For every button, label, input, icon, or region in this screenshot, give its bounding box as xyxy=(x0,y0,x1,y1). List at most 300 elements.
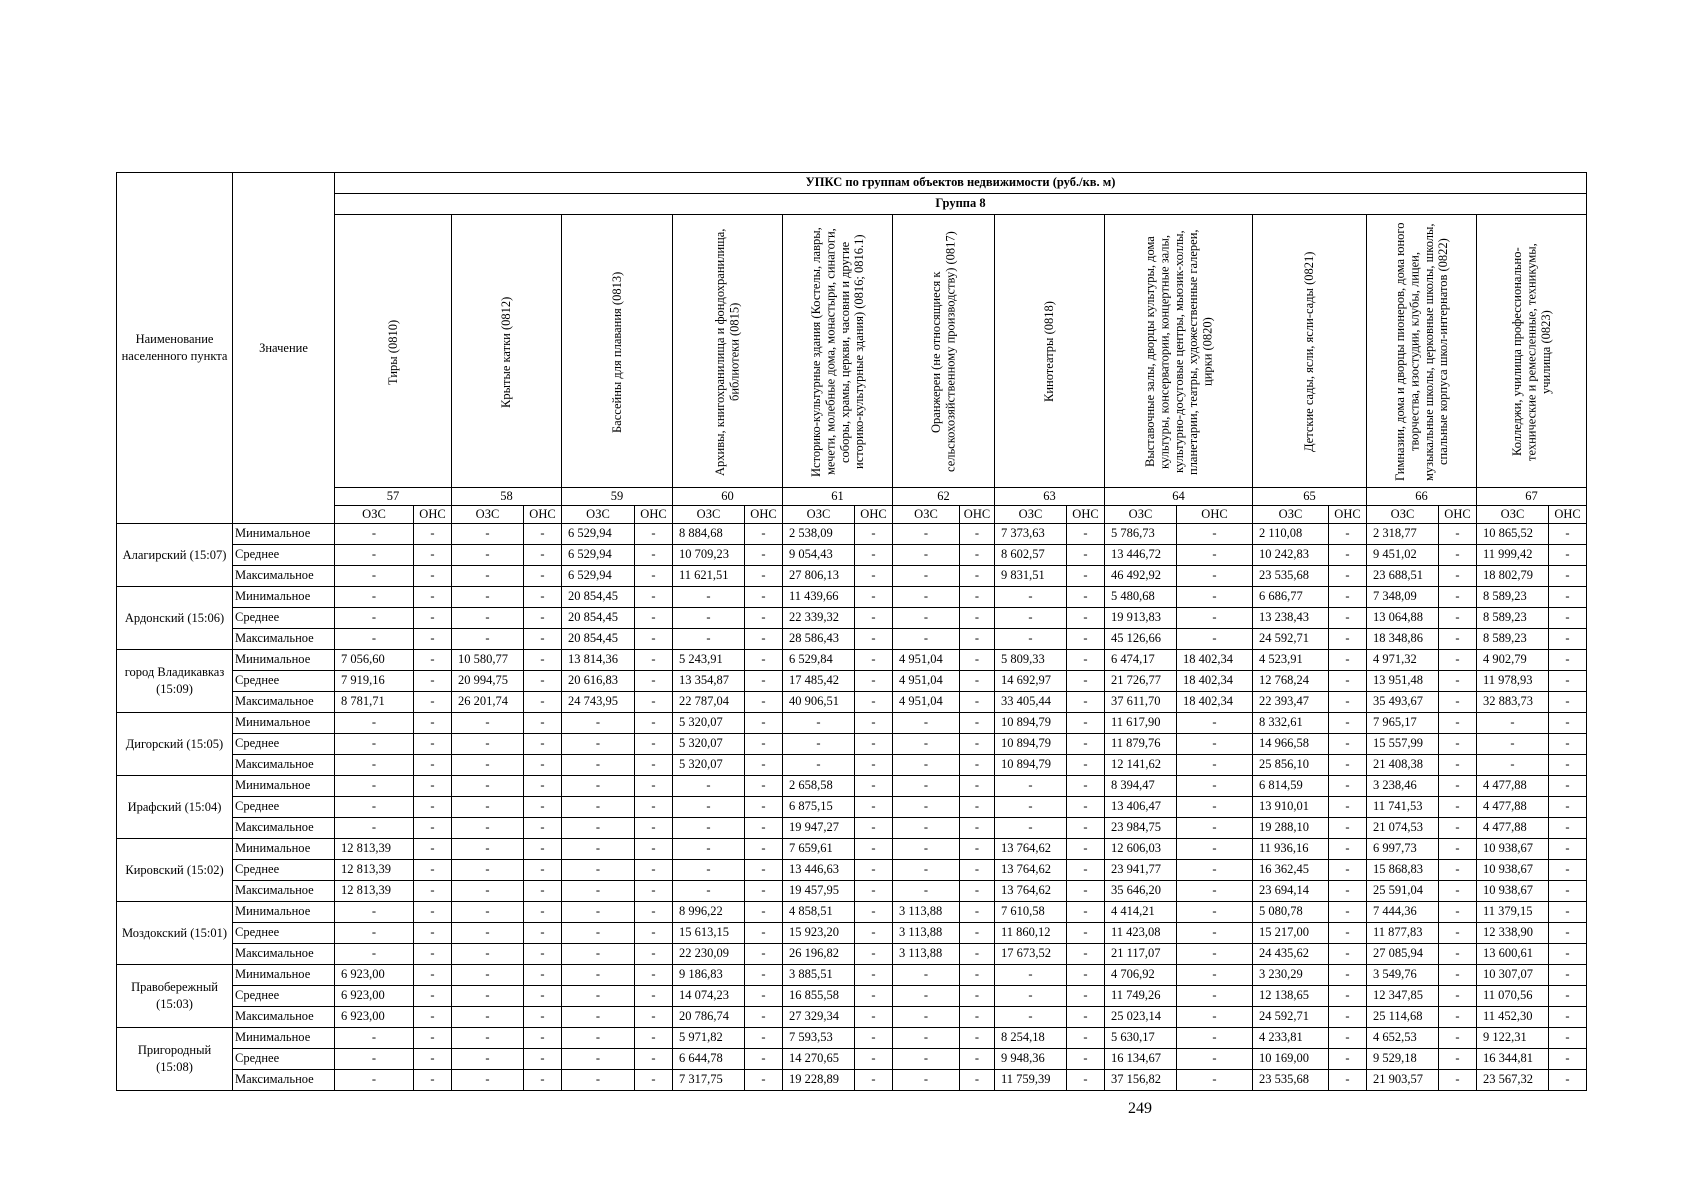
cell-ons: - xyxy=(855,776,893,797)
cell-ozs: 25 591,04 xyxy=(1367,881,1439,902)
cell-ons: - xyxy=(1439,566,1477,587)
cell-ons: - xyxy=(1549,545,1587,566)
cell-ozs: 16 134,67 xyxy=(1105,1049,1177,1070)
cell-ozs: 8 781,71 xyxy=(335,692,414,713)
column-header-label: Архивы, книгохранилища и фондохранилища, библиотеки (0815) xyxy=(713,228,742,476)
cell-ons: - xyxy=(855,755,893,776)
cell-ons: - xyxy=(960,1049,995,1070)
cell-ozs: 6 529,94 xyxy=(562,545,635,566)
cell-ozs: 5 243,91 xyxy=(673,650,745,671)
cell-ozs: 3 885,51 xyxy=(783,965,855,986)
cell-ons: - xyxy=(1329,587,1367,608)
cell-ons: - xyxy=(1439,524,1477,545)
cell-ozs: - xyxy=(893,608,960,629)
cell-ozs: 5 080,78 xyxy=(1253,902,1329,923)
cell-ozs: 2 110,08 xyxy=(1253,524,1329,545)
cell-ons: - xyxy=(960,986,995,1007)
column-header xyxy=(1367,215,1477,488)
cell-ozs: 17 673,52 xyxy=(995,944,1067,965)
subcolumn-ons: ОНС xyxy=(855,506,893,524)
cell-ons: - xyxy=(524,839,562,860)
cell-ozs: - xyxy=(562,818,635,839)
cell-ons: - xyxy=(1549,524,1587,545)
column-number: 60 xyxy=(673,488,783,506)
cell-ons: - xyxy=(414,608,452,629)
locality-name: Дигорский (15:05) xyxy=(117,713,233,776)
cell-ozs: 25 114,68 xyxy=(1367,1007,1439,1028)
cell-ozs: 13 951,48 xyxy=(1367,671,1439,692)
cell-ons: - xyxy=(1329,839,1367,860)
column-header-label: Колледжи, училища профессионально-технические и ремесленные, техникумы, училища (0823) xyxy=(1509,243,1553,461)
cell-ons: - xyxy=(414,629,452,650)
cell-ons: - xyxy=(1329,944,1367,965)
column-header-label: Оранжереи (не относящиеся к сельскохозяйственному производству) (0817) xyxy=(929,231,958,473)
cell-ozs: - xyxy=(452,734,524,755)
cell-ozs: - xyxy=(335,629,414,650)
cell-ozs: - xyxy=(335,545,414,566)
cell-ons: - xyxy=(1177,860,1253,881)
cell-ozs: - xyxy=(673,629,745,650)
table-row xyxy=(117,776,1587,797)
cell-ons: - xyxy=(1067,1070,1105,1091)
cell-ons: - xyxy=(414,839,452,860)
cell-ozs: - xyxy=(452,1007,524,1028)
cell-ozs: 3 113,88 xyxy=(893,902,960,923)
value-type-label: Максимальное xyxy=(233,881,335,902)
cell-ons: - xyxy=(635,671,673,692)
cell-ons: - xyxy=(1549,1049,1587,1070)
cell-ons: - xyxy=(1067,692,1105,713)
cell-ons: - xyxy=(855,881,893,902)
cell-ozs: 4 902,79 xyxy=(1477,650,1549,671)
cell-ozs: 4 951,04 xyxy=(893,671,960,692)
cell-ons: - xyxy=(1439,755,1477,776)
cell-ozs: - xyxy=(995,776,1067,797)
cell-ons: - xyxy=(960,818,995,839)
cell-ons: - xyxy=(855,713,893,734)
cell-ons: - xyxy=(1177,818,1253,839)
cell-ons: - xyxy=(1067,608,1105,629)
cell-ozs: - xyxy=(335,944,414,965)
cell-ons: - xyxy=(1067,629,1105,650)
table-row xyxy=(117,692,1587,713)
cell-ons: - xyxy=(635,776,673,797)
cell-ons: - xyxy=(1549,713,1587,734)
cell-ozs: - xyxy=(335,923,414,944)
cell-ozs: - xyxy=(562,797,635,818)
column-header xyxy=(1253,215,1367,488)
column-header-label: Гимназии, дома и дворцы пионеров, дома юного творчества, изостудии, клубы, лицеи, музыкальные школы, церковные школы, школы, спальные корпуса школ-интернатов (0822) xyxy=(1392,222,1450,482)
cell-ons: - xyxy=(1329,755,1367,776)
cell-ozs: 20 854,45 xyxy=(562,608,635,629)
cell-ons: - xyxy=(1439,1049,1477,1070)
cell-ozs: 3 113,88 xyxy=(893,923,960,944)
cell-ons: - xyxy=(745,734,783,755)
cell-ozs: 11 759,39 xyxy=(995,1070,1067,1091)
cell-ozs: - xyxy=(562,923,635,944)
cell-ons: - xyxy=(635,881,673,902)
column-header xyxy=(1477,215,1587,488)
cell-ons: - xyxy=(960,839,995,860)
value-type-label: Среднее xyxy=(233,923,335,944)
column-number: 57 xyxy=(335,488,452,506)
cell-ozs: 8 394,47 xyxy=(1105,776,1177,797)
cell-ons: - xyxy=(855,566,893,587)
cell-ozs: - xyxy=(335,755,414,776)
cell-ozs: 16 362,45 xyxy=(1253,860,1329,881)
cell-ozs: 12 768,24 xyxy=(1253,671,1329,692)
cell-ons: - xyxy=(524,860,562,881)
subcolumn-ons: ОНС xyxy=(960,506,995,524)
value-type-label: Минимальное xyxy=(233,839,335,860)
cell-ons: 18 402,34 xyxy=(1177,650,1253,671)
cell-ons: - xyxy=(635,650,673,671)
cell-ons: - xyxy=(1329,608,1367,629)
cell-ozs: 6 686,77 xyxy=(1253,587,1329,608)
cell-ozs: 20 786,74 xyxy=(673,1007,745,1028)
cell-ozs: - xyxy=(673,860,745,881)
cell-ozs: - xyxy=(562,839,635,860)
cell-ozs: 4 971,32 xyxy=(1367,650,1439,671)
cell-ozs: 16 344,81 xyxy=(1477,1049,1549,1070)
cell-ons: - xyxy=(1439,923,1477,944)
cell-ozs: 21 408,38 xyxy=(1367,755,1439,776)
table-row xyxy=(117,524,1587,545)
cell-ons: - xyxy=(745,902,783,923)
cell-ozs: - xyxy=(335,797,414,818)
cell-ons: - xyxy=(414,797,452,818)
cell-ozs: 14 966,58 xyxy=(1253,734,1329,755)
cell-ozs: 4 951,04 xyxy=(893,692,960,713)
cell-ozs: 22 230,09 xyxy=(673,944,745,965)
cell-ozs: - xyxy=(562,965,635,986)
cell-ons: - xyxy=(524,587,562,608)
cell-ons: - xyxy=(1329,797,1367,818)
cell-ozs: 10 169,00 xyxy=(1253,1049,1329,1070)
cell-ozs: 4 414,21 xyxy=(1105,902,1177,923)
cell-ons: - xyxy=(1067,1028,1105,1049)
cell-ozs: - xyxy=(452,566,524,587)
cell-ons: - xyxy=(960,944,995,965)
table-row xyxy=(117,1049,1587,1070)
cell-ozs: 23 688,51 xyxy=(1367,566,1439,587)
cell-ons: - xyxy=(1329,965,1367,986)
cell-ozs: - xyxy=(893,797,960,818)
cell-ozs: - xyxy=(995,965,1067,986)
page-number: 249 xyxy=(1128,1100,1152,1117)
cell-ons: - xyxy=(1329,1049,1367,1070)
cell-ozs: 8 996,22 xyxy=(673,902,745,923)
cell-ons: - xyxy=(1549,1028,1587,1049)
cell-ons: - xyxy=(524,1007,562,1028)
cell-ozs: 23 567,32 xyxy=(1477,1070,1549,1091)
cell-ons: - xyxy=(960,713,995,734)
subcolumn-ons: ОНС xyxy=(1439,506,1477,524)
cell-ozs: 21 117,07 xyxy=(1105,944,1177,965)
cell-ozs: 6 923,00 xyxy=(335,986,414,1007)
cell-ons: - xyxy=(1177,986,1253,1007)
cell-ons: - xyxy=(960,1070,995,1091)
cell-ozs: 5 809,33 xyxy=(995,650,1067,671)
cell-ozs: 7 056,60 xyxy=(335,650,414,671)
column-header xyxy=(1105,215,1253,488)
subcolumn-ozs: ОЗС xyxy=(783,506,855,524)
cell-ozs: - xyxy=(673,797,745,818)
cell-ozs: 10 307,07 xyxy=(1477,965,1549,986)
cell-ozs: - xyxy=(335,713,414,734)
cell-ons: - xyxy=(1549,734,1587,755)
value-type-label: Среднее xyxy=(233,671,335,692)
cell-ozs: - xyxy=(893,881,960,902)
cell-ons: - xyxy=(1329,566,1367,587)
cell-ozs: 3 230,29 xyxy=(1253,965,1329,986)
cell-ozs: - xyxy=(335,734,414,755)
cell-ons: - xyxy=(1329,692,1367,713)
cell-ons: - xyxy=(635,1028,673,1049)
cell-ozs: 27 329,34 xyxy=(783,1007,855,1028)
table-row xyxy=(117,734,1587,755)
header-row-columns xyxy=(117,215,1587,488)
cell-ons: - xyxy=(635,818,673,839)
cell-ozs: 8 332,61 xyxy=(1253,713,1329,734)
cell-ons: - xyxy=(1067,944,1105,965)
cell-ons: - xyxy=(745,797,783,818)
cell-ozs: 14 270,65 xyxy=(783,1049,855,1070)
cell-ozs: 3 549,76 xyxy=(1367,965,1439,986)
cell-ons: - xyxy=(414,755,452,776)
table-row xyxy=(117,566,1587,587)
cell-ons: - xyxy=(414,713,452,734)
cell-ozs: - xyxy=(562,881,635,902)
cell-ons: - xyxy=(635,923,673,944)
cell-ons: - xyxy=(524,671,562,692)
cell-ozs: 13 064,88 xyxy=(1367,608,1439,629)
cell-ozs: 5 320,07 xyxy=(673,755,745,776)
cell-ons: - xyxy=(635,797,673,818)
cell-ozs: - xyxy=(452,923,524,944)
cell-ozs: 7 444,36 xyxy=(1367,902,1439,923)
cell-ons: - xyxy=(524,902,562,923)
cell-ons: - xyxy=(1439,608,1477,629)
cell-ons: - xyxy=(745,566,783,587)
table-row xyxy=(117,923,1587,944)
cell-ons: - xyxy=(745,671,783,692)
cell-ons: - xyxy=(635,755,673,776)
cell-ozs: - xyxy=(783,713,855,734)
column-header-label: Крытые катки (0812) xyxy=(499,296,514,408)
cell-ons: - xyxy=(414,671,452,692)
cell-ons: - xyxy=(1067,755,1105,776)
cell-ons: - xyxy=(414,650,452,671)
cell-ozs: 9 122,31 xyxy=(1477,1028,1549,1049)
cell-ons: - xyxy=(855,818,893,839)
cell-ons: - xyxy=(1439,818,1477,839)
cell-ozs: - xyxy=(562,860,635,881)
cell-ons: - xyxy=(1549,839,1587,860)
cell-ons: - xyxy=(414,818,452,839)
cell-ozs: - xyxy=(893,713,960,734)
cell-ons: - xyxy=(414,1070,452,1091)
cell-ozs: 13 406,47 xyxy=(1105,797,1177,818)
cell-ozs: - xyxy=(452,839,524,860)
column-number: 67 xyxy=(1477,488,1587,506)
cell-ozs: 26 201,74 xyxy=(452,692,524,713)
cell-ons: - xyxy=(1177,629,1253,650)
cell-ons: - xyxy=(855,1049,893,1070)
cell-ozs: - xyxy=(335,902,414,923)
cell-ozs: 18 348,86 xyxy=(1367,629,1439,650)
cell-ozs: - xyxy=(893,839,960,860)
cell-ons: - xyxy=(745,629,783,650)
cell-ozs: - xyxy=(995,608,1067,629)
cell-ons: - xyxy=(1549,965,1587,986)
cell-ozs: - xyxy=(893,776,960,797)
cell-ozs: - xyxy=(452,902,524,923)
cell-ons: - xyxy=(1549,881,1587,902)
cell-ozs: 13 446,63 xyxy=(783,860,855,881)
cell-ons: - xyxy=(1177,797,1253,818)
cell-ozs: 12 347,85 xyxy=(1367,986,1439,1007)
cell-ozs: 37 611,70 xyxy=(1105,692,1177,713)
locality-name: Пригородный (15:08) xyxy=(117,1028,233,1091)
cell-ons: - xyxy=(1067,566,1105,587)
locality-name: Моздокский (15:01) xyxy=(117,902,233,965)
cell-ozs: - xyxy=(335,524,414,545)
cell-ozs: - xyxy=(452,587,524,608)
cell-ozs: 13 764,62 xyxy=(995,839,1067,860)
cell-ons: - xyxy=(1439,965,1477,986)
value-type-label: Среднее xyxy=(233,608,335,629)
cell-ozs: 6 875,15 xyxy=(783,797,855,818)
cell-ozs: 23 535,68 xyxy=(1253,566,1329,587)
cell-ons: - xyxy=(524,545,562,566)
cell-ons: - xyxy=(1067,818,1105,839)
cell-ons: - xyxy=(1439,902,1477,923)
column-header xyxy=(893,215,995,488)
cell-ons: - xyxy=(1329,776,1367,797)
cell-ozs: 5 630,17 xyxy=(1105,1028,1177,1049)
cell-ozs: 23 941,77 xyxy=(1105,860,1177,881)
cell-ons: - xyxy=(745,587,783,608)
cell-ons: - xyxy=(1329,734,1367,755)
cell-ozs: 10 242,83 xyxy=(1253,545,1329,566)
cell-ozs: - xyxy=(452,629,524,650)
cell-ons: - xyxy=(745,986,783,1007)
cell-ons: - xyxy=(745,1007,783,1028)
cell-ozs: 2 538,09 xyxy=(783,524,855,545)
cell-ozs: 11 999,42 xyxy=(1477,545,1549,566)
cell-ons: - xyxy=(1177,545,1253,566)
subcolumn-ons: ОНС xyxy=(745,506,783,524)
cell-ons: - xyxy=(960,965,995,986)
cell-ons: - xyxy=(1177,776,1253,797)
cell-ons: - xyxy=(1067,1049,1105,1070)
cell-ozs: 27 085,94 xyxy=(1367,944,1439,965)
table-header xyxy=(117,173,1587,524)
cell-ozs: 5 971,82 xyxy=(673,1028,745,1049)
cell-ozs: - xyxy=(1477,734,1549,755)
cell-ons: - xyxy=(1067,986,1105,1007)
cell-ons: - xyxy=(524,1070,562,1091)
cell-ons: - xyxy=(414,881,452,902)
cell-ozs: - xyxy=(562,734,635,755)
cell-ozs: 45 126,66 xyxy=(1105,629,1177,650)
cell-ozs: 15 557,99 xyxy=(1367,734,1439,755)
cell-ozs: - xyxy=(452,1049,524,1070)
cell-ozs: 21 726,77 xyxy=(1105,671,1177,692)
cell-ons: - xyxy=(414,986,452,1007)
cell-ons: - xyxy=(745,776,783,797)
cell-ons: - xyxy=(1439,734,1477,755)
cell-ozs: 5 480,68 xyxy=(1105,587,1177,608)
cell-ozs: 5 320,07 xyxy=(673,734,745,755)
cell-ozs: 9 054,43 xyxy=(783,545,855,566)
cell-ozs: - xyxy=(893,524,960,545)
cell-ons: - xyxy=(960,692,995,713)
cell-ozs: 4 706,92 xyxy=(1105,965,1177,986)
cell-ozs: 4 233,81 xyxy=(1253,1028,1329,1049)
cell-ozs: - xyxy=(673,818,745,839)
value-type-label: Минимальное xyxy=(233,713,335,734)
column-header-label: Историко-культурные здания (Костелы, лавры, мечети, молебные дома, монастыри, синагоги, соборы, храмы, церкви, часовни и другие историко-культурные здания) (0816; 0816.1) xyxy=(808,227,866,477)
cell-ons: - xyxy=(524,881,562,902)
cell-ons: - xyxy=(524,944,562,965)
cell-ozs: - xyxy=(673,839,745,860)
cell-ons: - xyxy=(1177,902,1253,923)
cell-ons: - xyxy=(524,818,562,839)
cell-ons: - xyxy=(1177,881,1253,902)
cell-ons: - xyxy=(1549,1070,1587,1091)
cell-ozs: - xyxy=(893,860,960,881)
cell-ons: - xyxy=(1067,797,1105,818)
column-header xyxy=(673,215,783,488)
cell-ozs: 6 529,94 xyxy=(562,566,635,587)
cell-ons: - xyxy=(1177,944,1253,965)
cell-ons: - xyxy=(1329,923,1367,944)
cell-ons: - xyxy=(524,629,562,650)
cell-ons: - xyxy=(1439,650,1477,671)
cell-ons: - xyxy=(1067,524,1105,545)
cell-ozs: - xyxy=(562,986,635,1007)
cell-ozs: 7 659,61 xyxy=(783,839,855,860)
cell-ozs: 24 743,95 xyxy=(562,692,635,713)
table-row xyxy=(117,797,1587,818)
cell-ons: - xyxy=(745,818,783,839)
upks-table-container xyxy=(116,172,1584,1091)
table-row xyxy=(117,1028,1587,1049)
column-header xyxy=(995,215,1105,488)
cell-ons: - xyxy=(960,524,995,545)
cell-ons: - xyxy=(1329,1070,1367,1091)
locality-name: город Владикавказ (15:09) xyxy=(117,650,233,713)
subcolumn-ons: ОНС xyxy=(635,506,673,524)
cell-ozs: 11 741,53 xyxy=(1367,797,1439,818)
cell-ons: - xyxy=(524,713,562,734)
cell-ons: - xyxy=(855,1028,893,1049)
subcolumn-ons: ОНС xyxy=(414,506,452,524)
cell-ozs: - xyxy=(562,902,635,923)
cell-ozs: - xyxy=(893,1028,960,1049)
cell-ozs: 27 806,13 xyxy=(783,566,855,587)
cell-ozs: - xyxy=(452,1070,524,1091)
cell-ons: - xyxy=(635,965,673,986)
cell-ons: - xyxy=(1067,587,1105,608)
cell-ozs: 15 613,15 xyxy=(673,923,745,944)
cell-ons: - xyxy=(414,692,452,713)
cell-ons: - xyxy=(414,1028,452,1049)
cell-ozs: 14 692,97 xyxy=(995,671,1067,692)
subcolumn-ozs: ОЗС xyxy=(335,506,414,524)
